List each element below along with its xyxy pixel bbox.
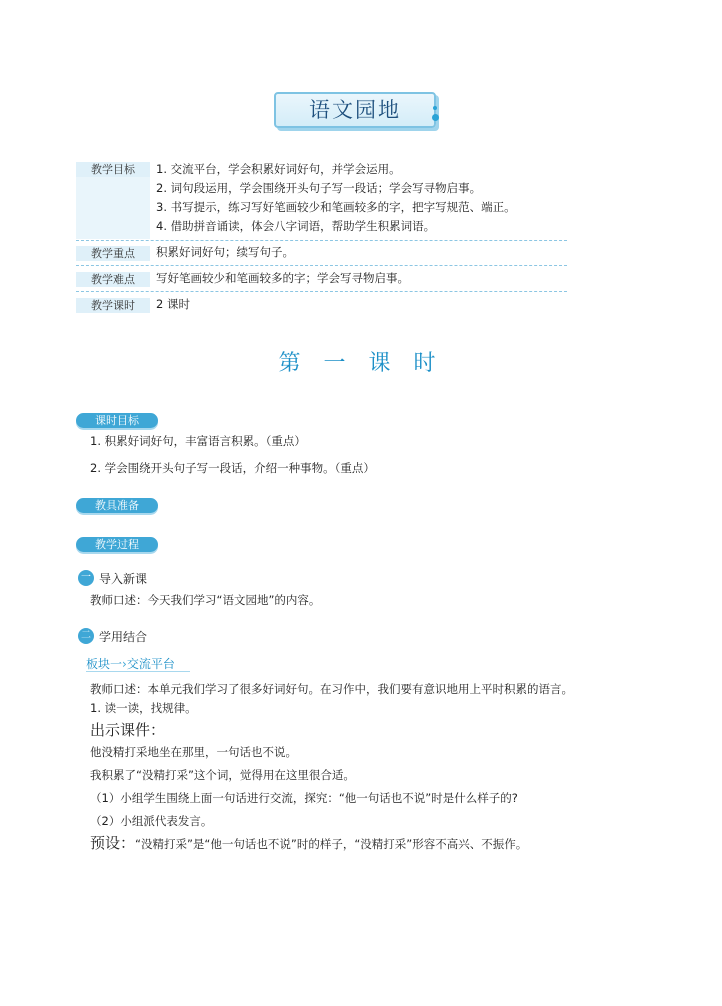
page-title: 语文园地 [309,98,401,122]
lesson-title: 第 一 课 时 [278,351,444,376]
divider [76,265,567,266]
hours-label: 教学课时 [76,298,150,313]
goal-2: 2. 词句段运用，学会围绕开头句子写一段话；学会写寻物启事。 [156,181,482,195]
block-underline [86,671,190,672]
goal-label: 教学目标 [76,162,150,177]
section-2-title: 学用结合 [99,630,148,644]
block-tag-label: 板块一 [86,657,123,671]
difficulty-text: 写好笔画较少和笔画较多的字；学会写寻物启事。 [156,271,409,285]
section-1-text: 教师口述：今天我们学习“语文园地”的内容。 [90,593,321,607]
process-line-1: 教师口述：本单元我们学习了很多好词好句。在习作中，我们要有意识地用上平时积累的语言。 [90,682,573,696]
example-line-4: （2）小组派代表发言。 [90,814,213,828]
objectives-pill: 课时目标 [76,413,158,428]
section-1-title: 导入新课 [99,572,148,586]
title-banner [274,92,436,128]
divider [76,240,567,241]
preset-line [90,834,527,853]
objective-2: 2. 学会围绕开头句子写一段话，介绍一种事物。（重点） [90,461,375,475]
process-pill: 教学过程 [76,537,158,552]
key-text: 积累好词好句；续写句子。 [156,245,294,259]
example-line-2: 我积累了“没精打采”这个词，觉得用在这里很合适。 [90,768,355,782]
example-line-1: 他没精打采地坐在那里，一句话也不说。 [90,745,297,759]
section-1-number: 一 [78,570,94,586]
block-title: 交流平台 [126,657,175,671]
difficulty-label: 教学难点 [76,272,150,287]
hours-text: 2 课时 [156,297,190,311]
goal-4: 4. 借助拼音诵读，体会八字词语，帮助学生积累词语。 [156,219,436,233]
courseware-label: 出示课件： [90,721,166,739]
prep-pill: 教具准备 [76,498,158,513]
goal-1: 1. 交流平台，学会积累好词好句，并学会运用。 [156,162,401,176]
objective-1: 1. 积累好词好句，丰富语言积累。（重点） [90,434,306,448]
section-2-number: 二 [78,628,94,644]
preset-label: 预设： [90,834,136,852]
block-tag [86,655,175,672]
divider [76,291,567,292]
key-label: 教学重点 [76,246,150,261]
preset-text: “没精打采”是“他一句话也不说”时的样子，“没精打采”形容不高兴、不振作。 [135,837,528,851]
block-arrow-icon: › [122,657,127,671]
goal-3: 3. 书写提示，练习写好笔画较少和笔画较多的字，把字写规范、端正。 [156,200,516,214]
banner-dots-icon [431,106,441,126]
example-line-3: （1）小组学生围绕上面一句话进行交流，探究：“他一句话也不说”时是什么样子的? [90,791,518,805]
process-line-2: 1. 读一读，找规律。 [90,701,197,715]
